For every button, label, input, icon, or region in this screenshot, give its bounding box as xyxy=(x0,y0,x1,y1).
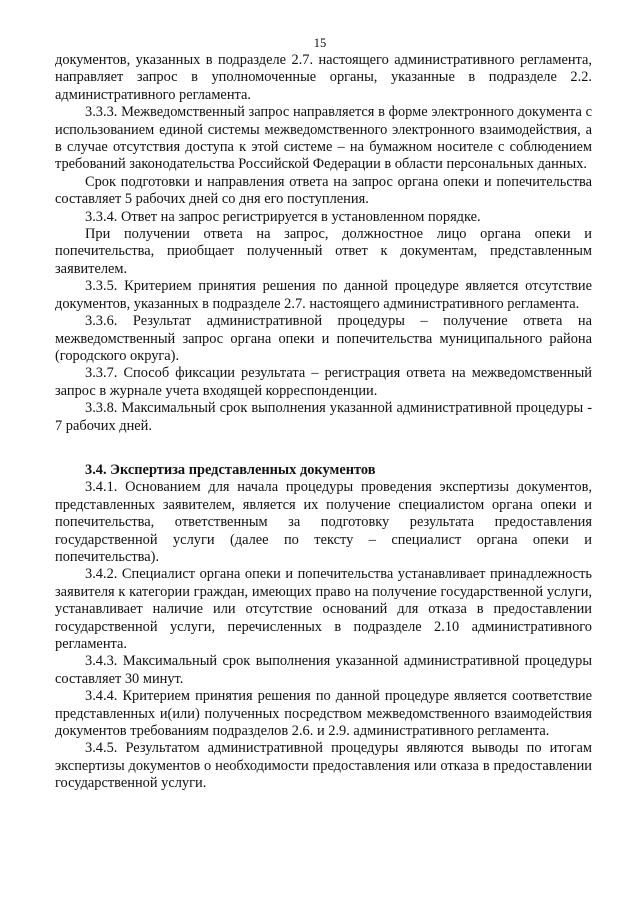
document-body xyxy=(55,52,592,793)
section-heading: 3.4. Экспертиза представленных документов xyxy=(85,461,376,478)
paragraph: 3.3.5. Критерием принятия решения по данной процедуре является отсутствие документов, указанных в подразделе 2.7. настоящего административного регламента. xyxy=(55,278,592,312)
paragraph: 3.3.6. Результат административной процедуры – получение ответа на межведомственный запрос органа опеки и попечительства муниципального района (городского округа). xyxy=(55,313,592,364)
paragraph: 3.4.2. Специалист органа опеки и попечительства устанавливает принадлежность заявителя к категории граждан, имеющих право на получение государственной услуги, устанавливает наличие или отсутствие оснований для отказа в предоставлении государственной услуги, перечисленных в подразделе 2.10 административного регламента. xyxy=(55,566,592,652)
paragraph: 3.3.7. Способ фиксации результата – регистрация ответа на межведомственный запрос в журнале учета входящей корреспонденции. xyxy=(55,365,592,399)
paragraph: 3.4.3. Максимальный срок выполнения указанной административной процедуры составляет 30 минут. xyxy=(55,653,592,687)
paragraph: 3.3.4. Ответ на запрос регистрируется в установленном порядке. xyxy=(85,208,481,225)
page-number: 15 xyxy=(313,36,327,50)
paragraph: 3.4.1. Основанием для начала процедуры проведения экспертизы документов, представленных заявителем, является их получение специалистом органа опеки и попечительства, ответственным за подготовку результата предоставления государственной услуги (далее по тексту – специалист органа опеки и попечительства). xyxy=(55,479,592,565)
paragraph: Срок подготовки и направления ответа на запрос органа опеки и попечительства составляет 5 рабочих дней со дня его поступления. xyxy=(55,173,592,208)
paragraph: 3.4.4. Критерием принятия решения по данной процедуре является соответствие представленных и(или) полученных посредством межведомственного взаимодействия документов требованиям подразделов 2.6. и 2.9. административного регламента. xyxy=(55,688,592,740)
paragraph: 3.3.3. Межведомственный запрос направляется в форме электронного документа с использованием единой системы межведомственного электронного взаимодействия, а в случае отсутствия доступа к этой системе – на бумажном носителе с соблюдением требований законодательства Российской Федерации в области персональных данных. xyxy=(55,104,592,173)
paragraph: 3.4.5. Результатом административной процедуры являются выводы по итогам экспертизы документов о необходимости предоставления или отказа в предоставлении государственной услуги. xyxy=(55,740,592,792)
paragraph: При получении ответа на запрос, должностное лицо органа опеки и попечительства, приобщает полученный ответ к документам, представленным заявителем. xyxy=(55,226,592,277)
paragraph: документов, указанных в подразделе 2.7. настоящего административного регламента, направляет запрос в уполномоченные органы, указанные в подразделе 2.2. административного регламента. xyxy=(55,52,592,103)
paragraph: 3.3.8. Максимальный срок выполнения указанной административной процедуры - 7 рабочих дней. xyxy=(55,400,592,434)
